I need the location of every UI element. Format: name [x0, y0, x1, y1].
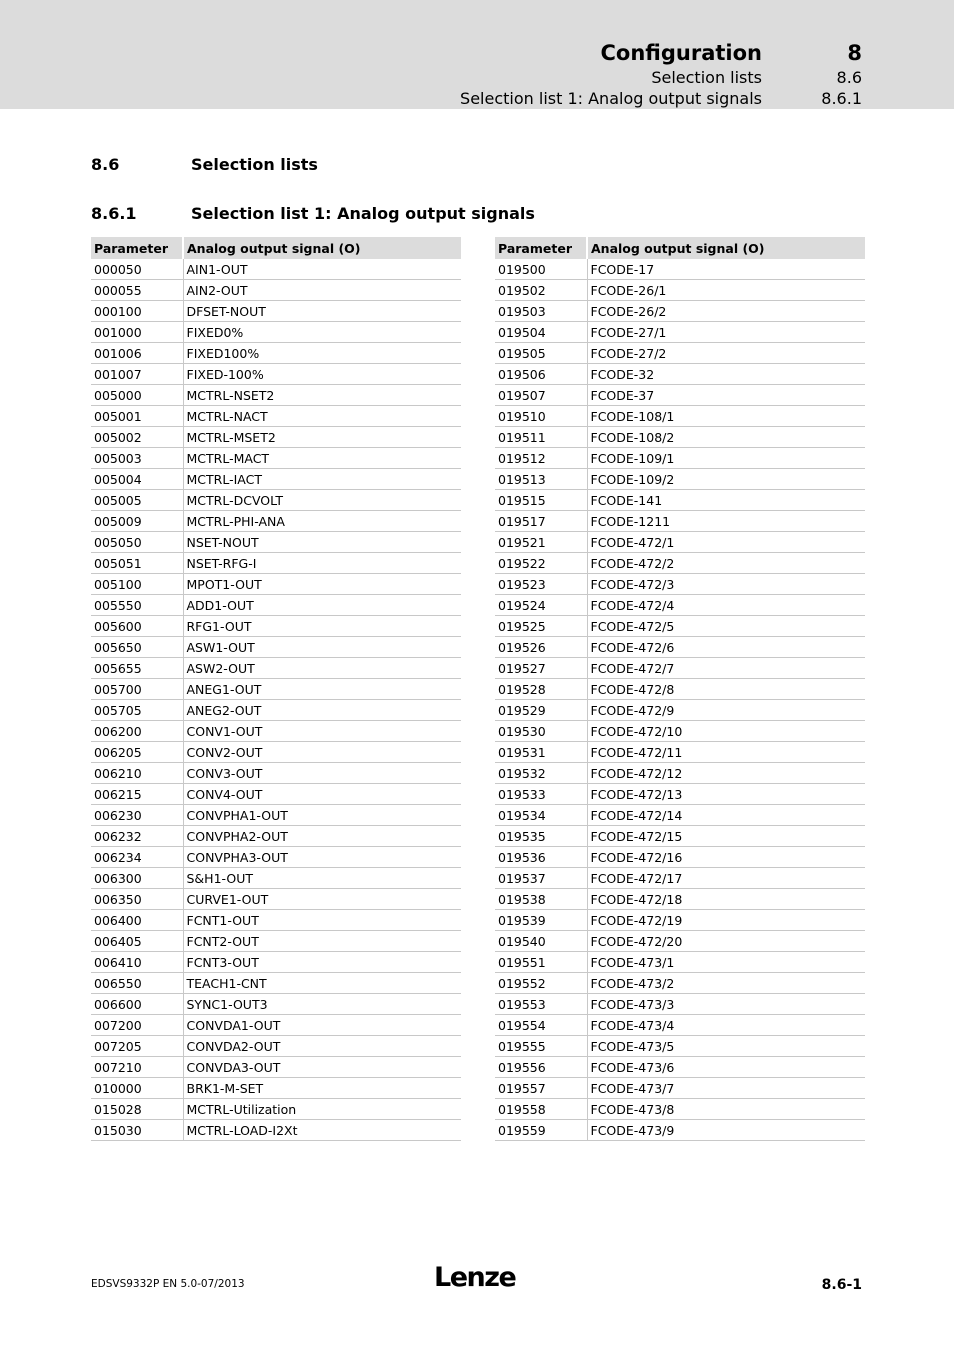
document-id: EDSVS9332P EN 5.0-07/2013 [91, 1278, 245, 1290]
signal-cell: TEACH1-CNT [183, 973, 461, 994]
table-row [91, 931, 461, 952]
table-row [495, 532, 865, 553]
column-header-parameter: Parameter [91, 237, 183, 259]
signal-cell: FCODE-473/5 [587, 1036, 865, 1057]
table-row [91, 259, 461, 280]
parameter-cell: 015028 [91, 1099, 183, 1120]
parameter-cell: 005009 [91, 511, 183, 532]
parameter-cell: 006550 [91, 973, 183, 994]
table-row [91, 616, 461, 637]
signal-cell: MCTRL-DCVOLT [183, 490, 461, 511]
signal-cell: CONV3-OUT [183, 763, 461, 784]
table-row [91, 532, 461, 553]
signal-cell: CONVDA1-OUT [183, 1015, 461, 1036]
parameter-cell: 015030 [91, 1120, 183, 1141]
signal-cell: MCTRL-NACT [183, 406, 461, 427]
table-row [91, 805, 461, 826]
table-row [495, 574, 865, 595]
signal-cell: ADD1-OUT [183, 595, 461, 616]
table-row [91, 1057, 461, 1078]
parameter-cell: 000100 [91, 301, 183, 322]
signal-cell: FIXED-100% [183, 364, 461, 385]
table-row [495, 763, 865, 784]
signal-cell: FCODE-17 [587, 259, 865, 280]
parameter-cell: 006200 [91, 721, 183, 742]
signal-cell: MCTRL-LOAD-I2Xt [183, 1120, 461, 1141]
signal-cell: ANEG2-OUT [183, 700, 461, 721]
signal-cell: FCODE-472/17 [587, 868, 865, 889]
signal-cell: FCODE-27/1 [587, 322, 865, 343]
signal-cell: FCODE-472/13 [587, 784, 865, 805]
parameter-cell: 019534 [495, 805, 587, 826]
signal-cell: FCODE-473/3 [587, 994, 865, 1015]
signal-cell: DFSET-NOUT [183, 301, 461, 322]
signal-cell: FCODE-472/4 [587, 595, 865, 616]
parameter-cell: 010000 [91, 1078, 183, 1099]
table-row [91, 952, 461, 973]
parameter-cell: 001007 [91, 364, 183, 385]
parameter-cell: 005100 [91, 574, 183, 595]
signal-cell: RFG1-OUT [183, 616, 461, 637]
parameter-cell: 000050 [91, 259, 183, 280]
table-row [495, 805, 865, 826]
signal-cell: FCODE-472/12 [587, 763, 865, 784]
parameter-cell: 005550 [91, 595, 183, 616]
parameter-cell: 019500 [495, 259, 587, 280]
table-row [91, 553, 461, 574]
signal-table-right [495, 237, 865, 1141]
parameter-cell: 006410 [91, 952, 183, 973]
table-row [495, 469, 865, 490]
parameter-cell: 007200 [91, 1015, 183, 1036]
subsection-title: Selection list 1: Analog output signals [191, 204, 535, 223]
signal-cell: FCODE-473/6 [587, 1057, 865, 1078]
signal-table-left [91, 237, 461, 1141]
table-row [91, 343, 461, 364]
signal-cell: S&H1-OUT [183, 868, 461, 889]
signal-cell: CONVPHA3-OUT [183, 847, 461, 868]
parameter-cell: 019538 [495, 889, 587, 910]
table-row [495, 931, 865, 952]
signal-cell: FCODE-473/2 [587, 973, 865, 994]
signal-cell: CURVE1-OUT [183, 889, 461, 910]
table-row [495, 406, 865, 427]
table-row [91, 742, 461, 763]
table-row [91, 427, 461, 448]
table-row [495, 427, 865, 448]
signal-cell: FCODE-472/6 [587, 637, 865, 658]
signal-cell: FCODE-472/10 [587, 721, 865, 742]
signal-cell: MCTRL-MACT [183, 448, 461, 469]
signal-cell: FCODE-108/2 [587, 427, 865, 448]
parameter-cell: 019551 [495, 952, 587, 973]
parameter-cell: 019524 [495, 595, 587, 616]
parameter-cell: 019502 [495, 280, 587, 301]
table-row [495, 994, 865, 1015]
table-row [495, 511, 865, 532]
table-row [495, 700, 865, 721]
table-row [495, 973, 865, 994]
table-row [91, 763, 461, 784]
parameter-cell: 019507 [495, 385, 587, 406]
table-row [495, 679, 865, 700]
parameter-cell: 019553 [495, 994, 587, 1015]
parameter-cell: 006215 [91, 784, 183, 805]
signal-cell: FCNT2-OUT [183, 931, 461, 952]
table-row [495, 826, 865, 847]
table-row [495, 553, 865, 574]
parameter-cell: 019557 [495, 1078, 587, 1099]
parameter-cell: 019554 [495, 1015, 587, 1036]
signal-cell: CONV2-OUT [183, 742, 461, 763]
table-row [91, 784, 461, 805]
parameter-cell: 019536 [495, 847, 587, 868]
signal-cell: SYNC1-OUT3 [183, 994, 461, 1015]
signal-cell: MCTRL-MSET2 [183, 427, 461, 448]
subsection-heading [91, 204, 535, 223]
parameter-cell: 019521 [495, 532, 587, 553]
column-header-signal: Analog output signal (O) [183, 237, 461, 259]
signal-cell: NSET-RFG-I [183, 553, 461, 574]
table-row [91, 637, 461, 658]
table-row [495, 637, 865, 658]
section-title: Selection lists [191, 155, 318, 174]
parameter-cell: 019530 [495, 721, 587, 742]
section-number: 8.6 [91, 155, 120, 174]
signal-cell: MCTRL-PHI-ANA [183, 511, 461, 532]
table-row [91, 301, 461, 322]
table-row [495, 490, 865, 511]
parameter-cell: 019537 [495, 868, 587, 889]
parameter-cell: 005050 [91, 532, 183, 553]
signal-cell: FCODE-473/9 [587, 1120, 865, 1141]
header-section-title: Selection lists [651, 68, 762, 87]
signal-cell: MCTRL-IACT [183, 469, 461, 490]
signal-cell: FCODE-473/8 [587, 1099, 865, 1120]
parameter-cell: 019528 [495, 679, 587, 700]
parameter-cell: 006230 [91, 805, 183, 826]
parameter-cell: 005000 [91, 385, 183, 406]
signal-cell: FCODE-472/15 [587, 826, 865, 847]
table-row [91, 511, 461, 532]
table-row [495, 385, 865, 406]
table-row [91, 994, 461, 1015]
parameter-cell: 006210 [91, 763, 183, 784]
parameter-cell: 006232 [91, 826, 183, 847]
parameter-cell: 001000 [91, 322, 183, 343]
table-row [91, 280, 461, 301]
signal-cell: CONV4-OUT [183, 784, 461, 805]
signal-cell: AIN1-OUT [183, 259, 461, 280]
table-row [495, 910, 865, 931]
parameter-cell: 019506 [495, 364, 587, 385]
table-row [495, 1120, 865, 1141]
table-row [91, 826, 461, 847]
signal-cell: FIXED100% [183, 343, 461, 364]
table-row [495, 301, 865, 322]
table-row [495, 259, 865, 280]
signal-cell: MCTRL-NSET2 [183, 385, 461, 406]
parameter-cell: 019540 [495, 931, 587, 952]
parameter-cell: 019552 [495, 973, 587, 994]
table-body-left [91, 259, 461, 1141]
parameter-cell: 019533 [495, 784, 587, 805]
parameter-cell: 019539 [495, 910, 587, 931]
table-row [495, 343, 865, 364]
column-header-parameter: Parameter [495, 237, 587, 259]
signal-cell: FCODE-472/14 [587, 805, 865, 826]
signal-cell: FCODE-1211 [587, 511, 865, 532]
parameter-cell: 019505 [495, 343, 587, 364]
parameter-cell: 005700 [91, 679, 183, 700]
signal-cell: FCODE-472/16 [587, 847, 865, 868]
table-row [495, 658, 865, 679]
parameter-cell: 006600 [91, 994, 183, 1015]
parameter-cell: 019522 [495, 553, 587, 574]
table-header-row [495, 237, 865, 259]
parameter-cell: 019555 [495, 1036, 587, 1057]
table-row [495, 952, 865, 973]
signal-cell: FCODE-26/1 [587, 280, 865, 301]
table-row [91, 322, 461, 343]
table-row [495, 364, 865, 385]
signal-cell: ASW1-OUT [183, 637, 461, 658]
parameter-cell: 019517 [495, 511, 587, 532]
chapter-number: 8 [847, 41, 862, 65]
table-row [495, 1057, 865, 1078]
table-header-row [91, 237, 461, 259]
signal-cell: MCTRL-Utilization [183, 1099, 461, 1120]
page-number: 8.6-1 [821, 1277, 862, 1293]
parameter-cell: 000055 [91, 280, 183, 301]
parameter-cell: 019531 [495, 742, 587, 763]
signal-cell: FCODE-473/7 [587, 1078, 865, 1099]
parameter-cell: 005600 [91, 616, 183, 637]
signal-cell: FCNT1-OUT [183, 910, 461, 931]
table-row [91, 490, 461, 511]
signal-cell: BRK1-M-SET [183, 1078, 461, 1099]
chapter-title: Configuration [600, 41, 762, 65]
parameter-cell: 019559 [495, 1120, 587, 1141]
table-row [91, 973, 461, 994]
parameter-cell: 005650 [91, 637, 183, 658]
parameter-cell: 005002 [91, 427, 183, 448]
table-row [495, 448, 865, 469]
signal-cell: FCODE-26/2 [587, 301, 865, 322]
table-row [495, 847, 865, 868]
parameter-cell: 019558 [495, 1099, 587, 1120]
table-row [495, 595, 865, 616]
signal-cell: FCODE-472/9 [587, 700, 865, 721]
column-header-signal: Analog output signal (O) [587, 237, 865, 259]
signal-cell: FCODE-472/3 [587, 574, 865, 595]
signal-cell: FCODE-37 [587, 385, 865, 406]
parameter-cell: 019510 [495, 406, 587, 427]
parameter-cell: 005001 [91, 406, 183, 427]
subsection-number: 8.6.1 [91, 204, 137, 223]
signal-cell: FCODE-472/1 [587, 532, 865, 553]
signal-cell: FCODE-108/1 [587, 406, 865, 427]
parameter-cell: 019511 [495, 427, 587, 448]
table-row [91, 910, 461, 931]
table-row [91, 868, 461, 889]
header-subsection-title: Selection list 1: Analog output signals [460, 89, 762, 108]
table-row [495, 616, 865, 637]
table-row [91, 700, 461, 721]
signal-cell: CONVPHA1-OUT [183, 805, 461, 826]
table-row [91, 595, 461, 616]
parameter-cell: 019532 [495, 763, 587, 784]
signal-cell: FCODE-109/1 [587, 448, 865, 469]
table-row [91, 1015, 461, 1036]
parameter-cell: 019523 [495, 574, 587, 595]
parameter-cell: 019525 [495, 616, 587, 637]
table-row [91, 448, 461, 469]
signal-cell: AIN2-OUT [183, 280, 461, 301]
signal-cell: FCNT3-OUT [183, 952, 461, 973]
table-row [495, 784, 865, 805]
table-row [495, 742, 865, 763]
section-heading [91, 155, 318, 174]
table-row [91, 721, 461, 742]
parameter-cell: 019529 [495, 700, 587, 721]
table-row [495, 1036, 865, 1057]
signal-cell: FCODE-27/2 [587, 343, 865, 364]
parameter-cell: 005004 [91, 469, 183, 490]
parameter-cell: 006400 [91, 910, 183, 931]
signal-cell: FCODE-141 [587, 490, 865, 511]
parameter-cell: 006350 [91, 889, 183, 910]
parameter-cell: 019515 [495, 490, 587, 511]
parameter-cell: 006300 [91, 868, 183, 889]
table-row [495, 1099, 865, 1120]
signal-cell: FCODE-473/1 [587, 952, 865, 973]
table-row [91, 679, 461, 700]
table-row [91, 469, 461, 490]
parameter-cell: 019526 [495, 637, 587, 658]
parameter-cell: 019503 [495, 301, 587, 322]
table-body-right [495, 259, 865, 1141]
parameter-cell: 001006 [91, 343, 183, 364]
table-row [91, 385, 461, 406]
signal-cell: FCODE-472/8 [587, 679, 865, 700]
table-row [495, 1078, 865, 1099]
table-row [495, 889, 865, 910]
parameter-cell: 019527 [495, 658, 587, 679]
parameter-cell: 005005 [91, 490, 183, 511]
table-row [91, 1099, 461, 1120]
lenze-logo: Lenze [434, 1262, 516, 1293]
table-row [91, 1036, 461, 1057]
table-row [91, 1078, 461, 1099]
table-row [495, 1015, 865, 1036]
parameter-cell: 019504 [495, 322, 587, 343]
signal-cell: FCODE-32 [587, 364, 865, 385]
table-row [495, 721, 865, 742]
signal-cell: ASW2-OUT [183, 658, 461, 679]
parameter-cell: 005705 [91, 700, 183, 721]
signal-cell: FCODE-109/2 [587, 469, 865, 490]
signal-cell: CONV1-OUT [183, 721, 461, 742]
parameter-cell: 006234 [91, 847, 183, 868]
table-row [495, 280, 865, 301]
table-row [91, 1120, 461, 1141]
signal-cell: CONVPHA2-OUT [183, 826, 461, 847]
parameter-cell: 019535 [495, 826, 587, 847]
parameter-cell: 006405 [91, 931, 183, 952]
signal-cell: ANEG1-OUT [183, 679, 461, 700]
signal-cell: FCODE-472/19 [587, 910, 865, 931]
parameter-cell: 019512 [495, 448, 587, 469]
header-section-number: 8.6 [836, 68, 862, 87]
parameter-cell: 005003 [91, 448, 183, 469]
signal-cell: FCODE-472/2 [587, 553, 865, 574]
header-subsection-number: 8.6.1 [821, 89, 862, 108]
table-row [91, 889, 461, 910]
table-row [91, 364, 461, 385]
table-row [91, 406, 461, 427]
signal-cell: CONVDA2-OUT [183, 1036, 461, 1057]
signal-cell: FCODE-472/11 [587, 742, 865, 763]
parameter-cell: 005051 [91, 553, 183, 574]
signal-cell: FCODE-472/7 [587, 658, 865, 679]
table-row [91, 658, 461, 679]
parameter-cell: 007210 [91, 1057, 183, 1078]
parameter-cell: 019556 [495, 1057, 587, 1078]
table-row [91, 574, 461, 595]
signal-cell: CONVDA3-OUT [183, 1057, 461, 1078]
signal-cell: FCODE-472/18 [587, 889, 865, 910]
signal-cell: FCODE-472/20 [587, 931, 865, 952]
table-row [91, 847, 461, 868]
table-row [495, 868, 865, 889]
table-row [495, 322, 865, 343]
parameter-cell: 019513 [495, 469, 587, 490]
signal-cell: MPOT1-OUT [183, 574, 461, 595]
signal-cell: FCODE-473/4 [587, 1015, 865, 1036]
parameter-cell: 007205 [91, 1036, 183, 1057]
signal-cell: FCODE-472/5 [587, 616, 865, 637]
parameter-cell: 006205 [91, 742, 183, 763]
signal-cell: FIXED0% [183, 322, 461, 343]
signal-cell: NSET-NOUT [183, 532, 461, 553]
parameter-cell: 005655 [91, 658, 183, 679]
